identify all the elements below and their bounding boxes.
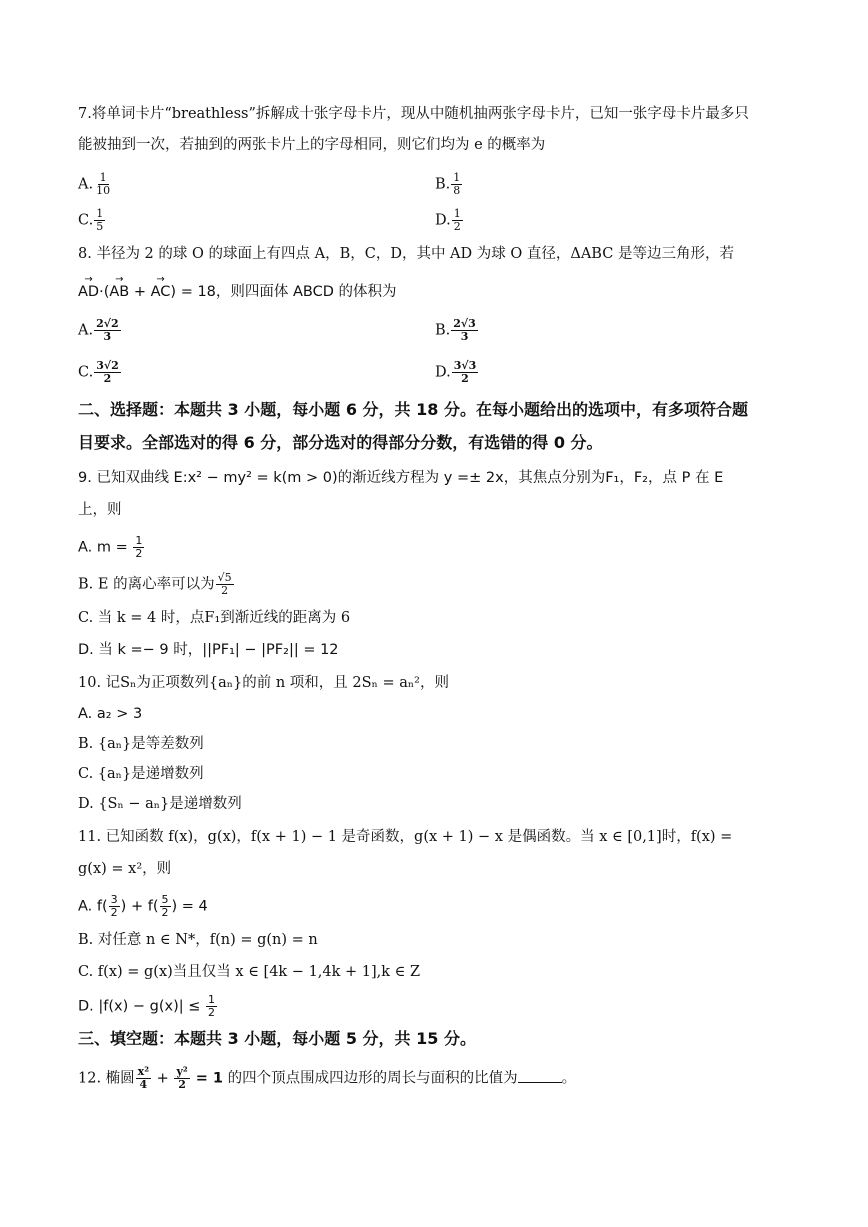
q8-option-a-label: A. [78,322,94,339]
q12-fraction2 [174,1066,189,1091]
q8-option-c-den: 2 [103,372,112,385]
q12-den2: 2 [178,1078,186,1091]
q8-option-a-fraction [94,318,121,343]
q9-option-a-den: 2 [135,547,143,560]
q8-option-a-den: 3 [103,330,112,343]
q8-option-d-num: 3√3 [453,359,477,372]
q7-option-b-fraction [451,172,462,197]
q7-option-d [435,208,464,233]
q11-option-a-den2: 2 [161,906,169,919]
q7-option-c-num: 1 [96,207,104,220]
q11-option-d-fraction [206,994,217,1019]
q12-equals: = 1 [190,1070,223,1087]
q7-option-b-num: 1 [453,171,461,184]
q9-option-b-text: B. E 的离心率可以为 [78,576,215,593]
q8-vector-ac: → AC [151,282,171,302]
q7-option-a-num: 1 [99,171,107,184]
q12-text: 的四个顶点围成四边形的周长与面积的比值为 [223,1070,518,1087]
q11-stem-line2: g(x) = x²，则 [78,861,172,877]
section-2-heading-line2: 目要求。全部选对的得 6 分，部分选对的得部分分数，有选错的得 0 分。 [78,433,603,452]
q11-option-c: C. f(x) = g(x)当且仅当 x ∈ [4k − 1,4k + 1],k ∈ Z [78,964,421,980]
section-2-heading-line1: 二、选择题：本题共 3 小题，每小题 6 分，共 18 分。在每小题给出的选项中，有多项符合题 [78,400,748,419]
q11-option-a-den1: 2 [110,906,118,919]
q10-option-d: D. {Sₙ − aₙ}是递增数列 [78,796,242,812]
q10-option-a: A. a₂ > 3 [78,706,143,722]
q7-option-c-den: 5 [96,220,104,233]
q11-option-d-text: D. |f(x) − g(x)| ≤ [78,998,205,1015]
q9-option-a [78,535,145,560]
q9-option-a-num: 1 [135,534,143,547]
q9-option-b [78,572,235,597]
q11-option-a-fraction2 [160,894,171,919]
q7-option-d-label: D. [435,212,451,229]
q11-option-a-suffix: = 4 [177,898,208,915]
q9-option-a-text: A. m = [78,539,133,556]
q8-vector-ab: → AB [109,282,129,302]
q8-option-d [435,360,479,385]
q7-option-d-num: 1 [453,207,461,220]
q8-option-b-den: 3 [460,330,469,343]
q12-fraction1 [136,1066,151,1091]
q8-option-a [78,318,122,343]
q11-option-a: A. f( $\frac{3}{2}$ ) + f( $\frac{5}{2}$ ) = 4 [78,893,208,919]
q7-option-a [78,172,113,197]
q12-num2: y² [176,1065,188,1078]
q10-option-c: C. {aₙ}是递增数列 [78,766,204,782]
q8-option-d-label: D. [435,364,451,381]
q8-stem-line2 [78,282,397,302]
q12-end: 。 [561,1070,577,1087]
q11-option-b: B. 对任意 n ∈ N*，f(n) = g(n) = n [78,932,318,948]
q8-option-c-num: 3√2 [96,359,119,372]
q9-option-a-fraction [133,535,144,560]
q11-option-a-num1: 3 [110,893,118,906]
q9-option-b-den: 2 [221,584,229,597]
q11-option-a-mid: + f [126,898,153,915]
q12-answer-blank[interactable] [518,1068,562,1083]
q9-stem-line1: 9. 已知双曲线 E:x² − my² = k(m > 0)的渐近线方程为 y =± 2x，其焦点分别为F₁，F₂，点 P 在 E [78,470,724,486]
q7-option-a-den: 10 [96,184,111,197]
q12-prefix: 12. 椭圆 [78,1070,135,1087]
q7-option-d-fraction [452,208,463,233]
q8-vector-ad: → AD [78,282,99,302]
q8-option-b-label: B. [435,322,451,339]
q8-plus: + [129,284,151,300]
q8-option-d-den: 2 [461,372,469,385]
q9-option-d: D. 当 k =− 9 时，||PF₁| − |PF₂|| = 12 [78,642,339,658]
q12-num1: x² [137,1065,150,1078]
q10-stem: 10. 记Sₙ为正项数列{aₙ}的前 n 项和，且 2Sₙ = aₙ²，则 [78,675,449,691]
q8-dot: ·( [99,284,110,300]
q9-option-c: C. 当 k = 4 时，点F₁到渐近线的距离为 6 [78,610,351,626]
q8-option-c-label: C. [78,364,94,381]
q7-stem-line2: 能被抽到一次，若抽到的两张卡片上的字母相同，则它们均为 e 的概率为 [78,137,546,153]
q8-option-c-fraction [94,360,121,385]
q7-option-c-label: C. [78,212,94,229]
q7-option-c-fraction [94,208,105,233]
q11-stem-line1: 11. 已知函数 f(x)，g(x)，f(x + 1) − 1 是奇函数，g(x + 1) − x 是偶函数。当 x ∈ [0,1]时，f(x) = [78,829,733,845]
q8-stem-line1: 8. 半径为 2 的球 O 的球面上有四点 A，B，C，D，其中 AD 为球 O 直径，ΔABC 是等边三角形，若 [78,246,734,262]
q9-stem-line2: 上，则 [78,502,122,518]
q9-option-b-num: √5 [217,571,232,584]
q7-option-a-label: A. [78,176,94,193]
q8-option-b [435,318,479,343]
q8-option-a-num: 2√2 [96,317,119,330]
q7-option-b [435,172,463,197]
q10-option-b: B. {aₙ}是等差数列 [78,736,204,752]
q12-plus: + [152,1070,174,1087]
q7-option-c [78,208,106,233]
q11-option-a-num2: 5 [161,893,169,906]
q11-option-d-den: 2 [208,1006,215,1019]
q8-stem-tail: ) = 18，则四面体 ABCD 的体积为 [170,284,397,300]
q7-option-b-label: B. [435,176,451,193]
q12-stem [78,1066,576,1091]
q11-option-d [78,994,218,1019]
q8-option-c [78,360,122,385]
q7-option-b-den: 8 [453,184,461,197]
section-3-heading: 三、填空题：本题共 3 小题，每小题 5 分，共 15 分。 [78,1029,476,1048]
q9-option-b-fraction [216,572,234,597]
q12-den1: 4 [139,1078,148,1091]
q7-option-d-den: 2 [453,220,461,233]
q11-option-a-prefix: A. f [78,898,102,915]
q11-option-d-num: 1 [208,993,215,1006]
q7-option-a-fraction [94,172,112,197]
q7-stem-line1: 7.将单词卡片“breathless”拆解成十张字母卡片，现从中随机抽两张字母卡片，已知一张字母卡片最多只 [78,106,749,122]
q8-option-b-num: 2√3 [453,317,476,330]
q8-option-b-fraction [451,318,478,343]
q11-option-a-fraction1 [109,894,120,919]
q8-option-d-fraction [452,360,479,385]
